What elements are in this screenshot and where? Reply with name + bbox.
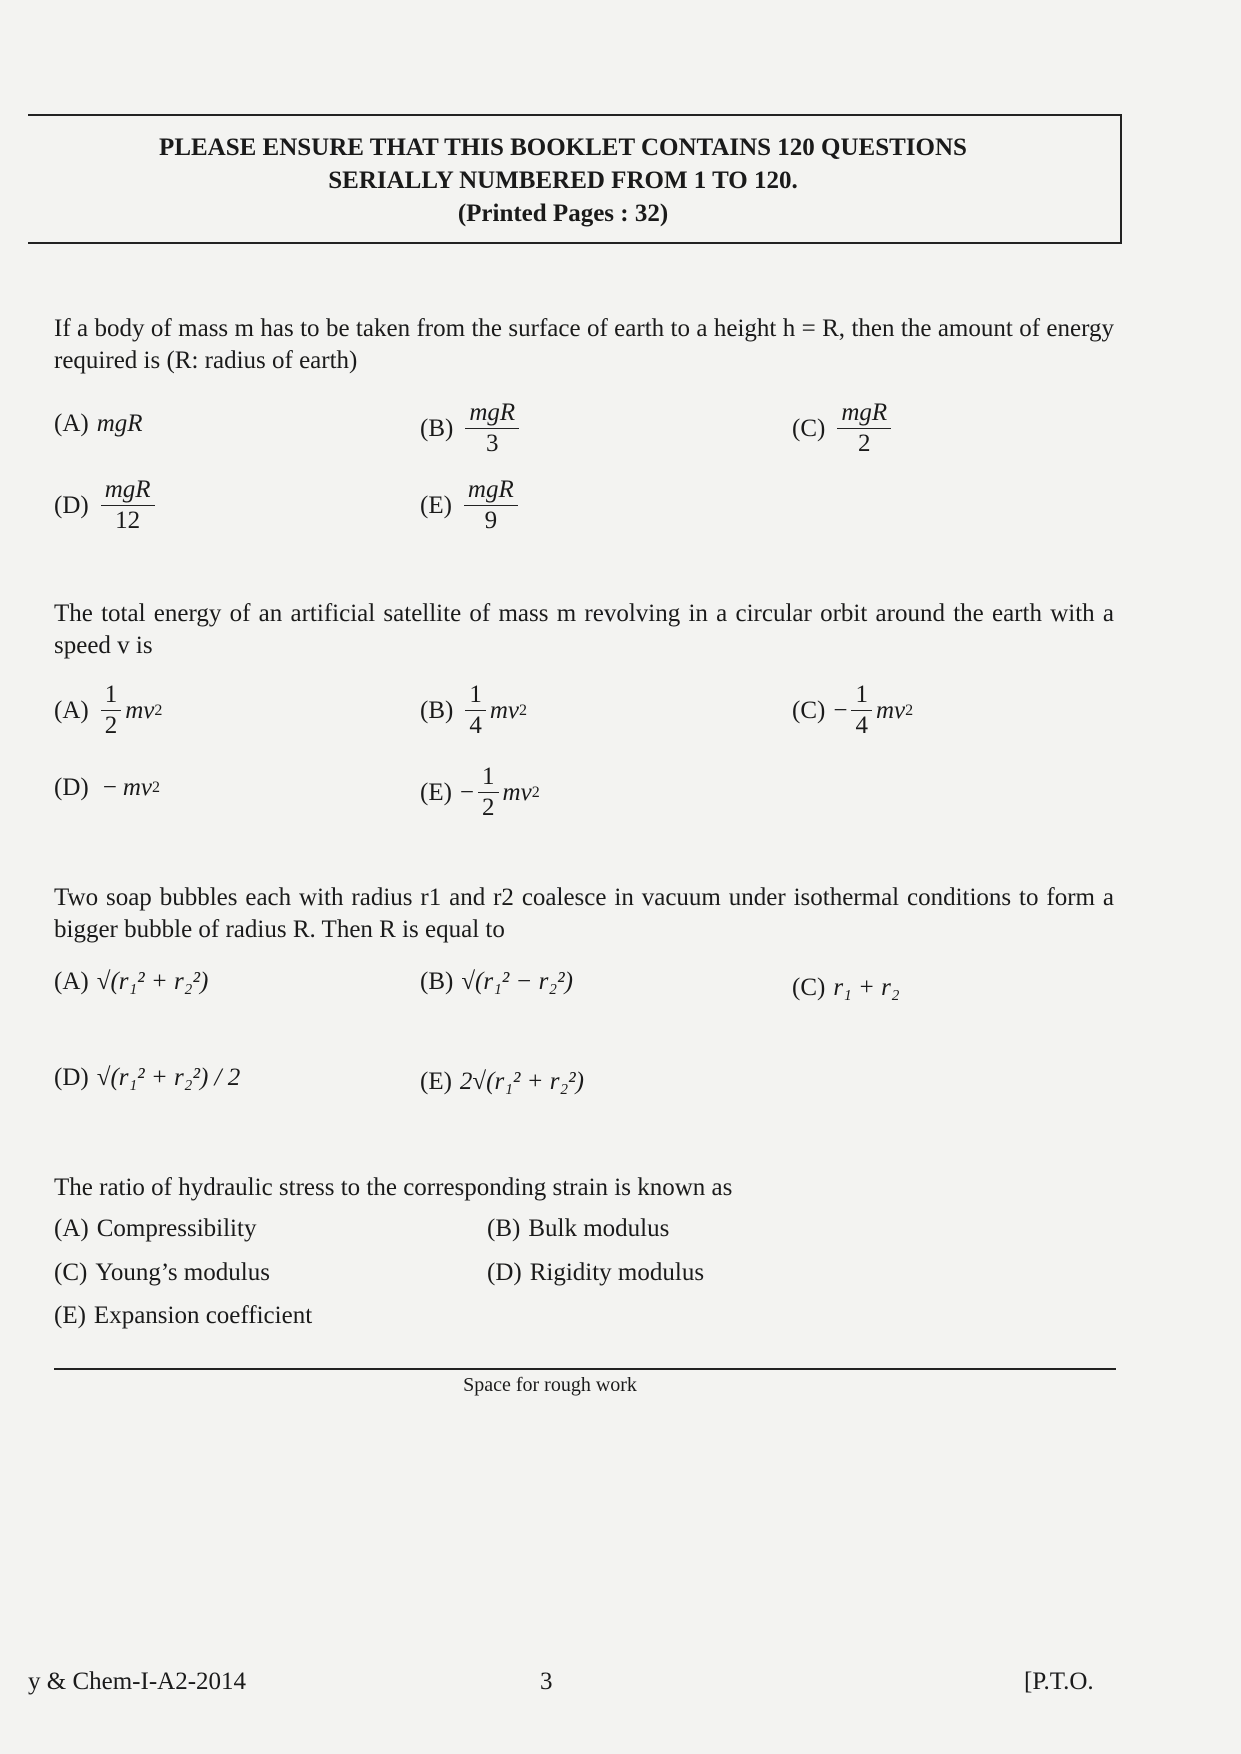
question-4-text: The ratio of hydraulic stress to the corresponding strain is known as [54,1174,733,1201]
option-label: (D) [54,1064,89,1091]
option-label: (B) [420,696,454,724]
numerator: 1 [465,680,486,711]
denominator: 4 [855,712,868,739]
fraction [465,398,519,459]
q1-option-a [54,410,143,438]
q4-option-d [487,1259,704,1287]
q3-option-d [54,1064,240,1092]
q4-option-b [487,1215,669,1243]
math-expr: √(r₁² − r₂²) [461,968,573,995]
option-label: (D) [487,1259,522,1286]
q2-option-c: (C) − $\frac{1}{4}$ mv 2 [792,681,914,739]
q3-option-c [792,974,900,1002]
term: mv [122,774,152,801]
numerator: mgR [465,398,519,429]
term: mv [502,778,532,806]
q4-option-a [54,1215,256,1243]
option-label: (B) [420,414,454,442]
option-label: (E) [54,1302,86,1329]
denominator: 2 [104,712,118,739]
math-expr: r₁ + r₂ [833,974,900,1001]
fraction [478,762,499,823]
q1-option-b [420,398,523,459]
sign: − [833,696,848,724]
option-label: (C) [792,696,826,724]
fraction [464,475,518,536]
term: mv [125,696,155,724]
option-label: (B) [420,968,454,995]
option-expr: mgR [96,410,143,437]
q1-option-e [420,475,522,536]
q2-option-e: (E) − $\frac{1}{2}$ mv 2 [420,763,540,821]
notice-line-3: (Printed Pages : 32) [457,200,669,227]
q1-option-c [792,398,895,459]
option-label: (E) [420,1068,452,1095]
term: mv [875,696,906,724]
rough-work-label: Space for rough work [463,1374,637,1396]
option-label: (D) [54,774,89,801]
option-label: (A) [54,968,89,995]
option-label: (D) [54,491,89,519]
math-expr: √(r₁² + r₂²) / 2 [96,1064,241,1091]
option-text: Bulk modulus [528,1215,670,1242]
math-expr: 2√(r₁² + r₂²) [459,1068,584,1095]
option-label: (E) [420,778,452,806]
option-text: Rigidity modulus [529,1259,705,1286]
option-text: Compressibility [96,1215,257,1242]
option-label: (A) [54,410,89,437]
notice-line-1: PLEASE ENSURE THAT THIS BOOKLET CONTAINS 120 QUESTIONS [159,134,967,161]
option-label: (B) [487,1215,521,1242]
q2-option-a: (A) $\frac{1}{2}$ mv 2 [54,681,163,739]
sign: − [459,778,475,806]
numerator: 1 [851,680,872,711]
numerator: 1 [101,680,122,711]
q2-option-b: (B) $\frac{1}{4}$ mv 2 [420,681,527,739]
option-label: (C) [54,1259,88,1286]
q3-option-a [54,968,208,996]
fraction [101,680,122,741]
option-label: (C) [792,414,826,442]
notice-line-2: SERIALLY NUMBERED FROM 1 TO 120. [328,167,798,194]
option-label: (A) [54,696,89,724]
denominator: 12 [115,507,141,534]
q3-option-b [420,968,573,996]
notice-box [28,114,1122,244]
numerator: mgR [464,475,518,506]
denominator: 3 [485,430,499,457]
q2-option-d: (D) − mv 2 [54,774,160,801]
term: mv [489,696,519,724]
question-1-text: If a body of mass m has to be taken from the surface of earth to a height h = R, then the amount of energy required is (R: radius of earth) [54,315,1114,374]
numerator: 1 [478,762,499,793]
option-label: (C) [792,974,826,1001]
q4-option-c [54,1259,270,1287]
option-label: (E) [420,491,452,519]
numerator: mgR [837,398,891,429]
q4-option-e [54,1302,312,1330]
denominator: 2 [482,794,495,821]
fraction [465,680,486,741]
divider [54,1368,1116,1370]
question-3-text: Two soap bubbles each with radius r1 and r2 coalesce in vacuum under isothermal conditions to form a bigger bubble of radius R. Then R is equal to [54,884,1114,943]
option-text: Young’s modulus [95,1259,270,1286]
sign: − [102,774,117,801]
q1-option-d [54,475,159,536]
numerator: mgR [101,475,155,506]
page-number: 3 [540,1668,553,1695]
fraction [837,398,891,459]
denominator: 9 [484,507,498,534]
footer-code: y & Chem-I-A2-2014 [28,1668,247,1695]
option-label: (A) [54,1215,89,1242]
denominator: 2 [857,430,871,457]
q3-option-e [420,1068,584,1096]
question-2-text: The total energy of an artificial satellite of mass m revolving in a circular orbit around the earth with a speed v is [54,600,1114,659]
fraction [101,475,155,536]
math-expr: √(r₁² + r₂²) [96,968,209,995]
option-text: Expansion coefficient [93,1302,313,1329]
denominator: 4 [469,712,482,739]
fraction [851,680,872,741]
pto-label: [P.T.O. [1024,1668,1094,1695]
